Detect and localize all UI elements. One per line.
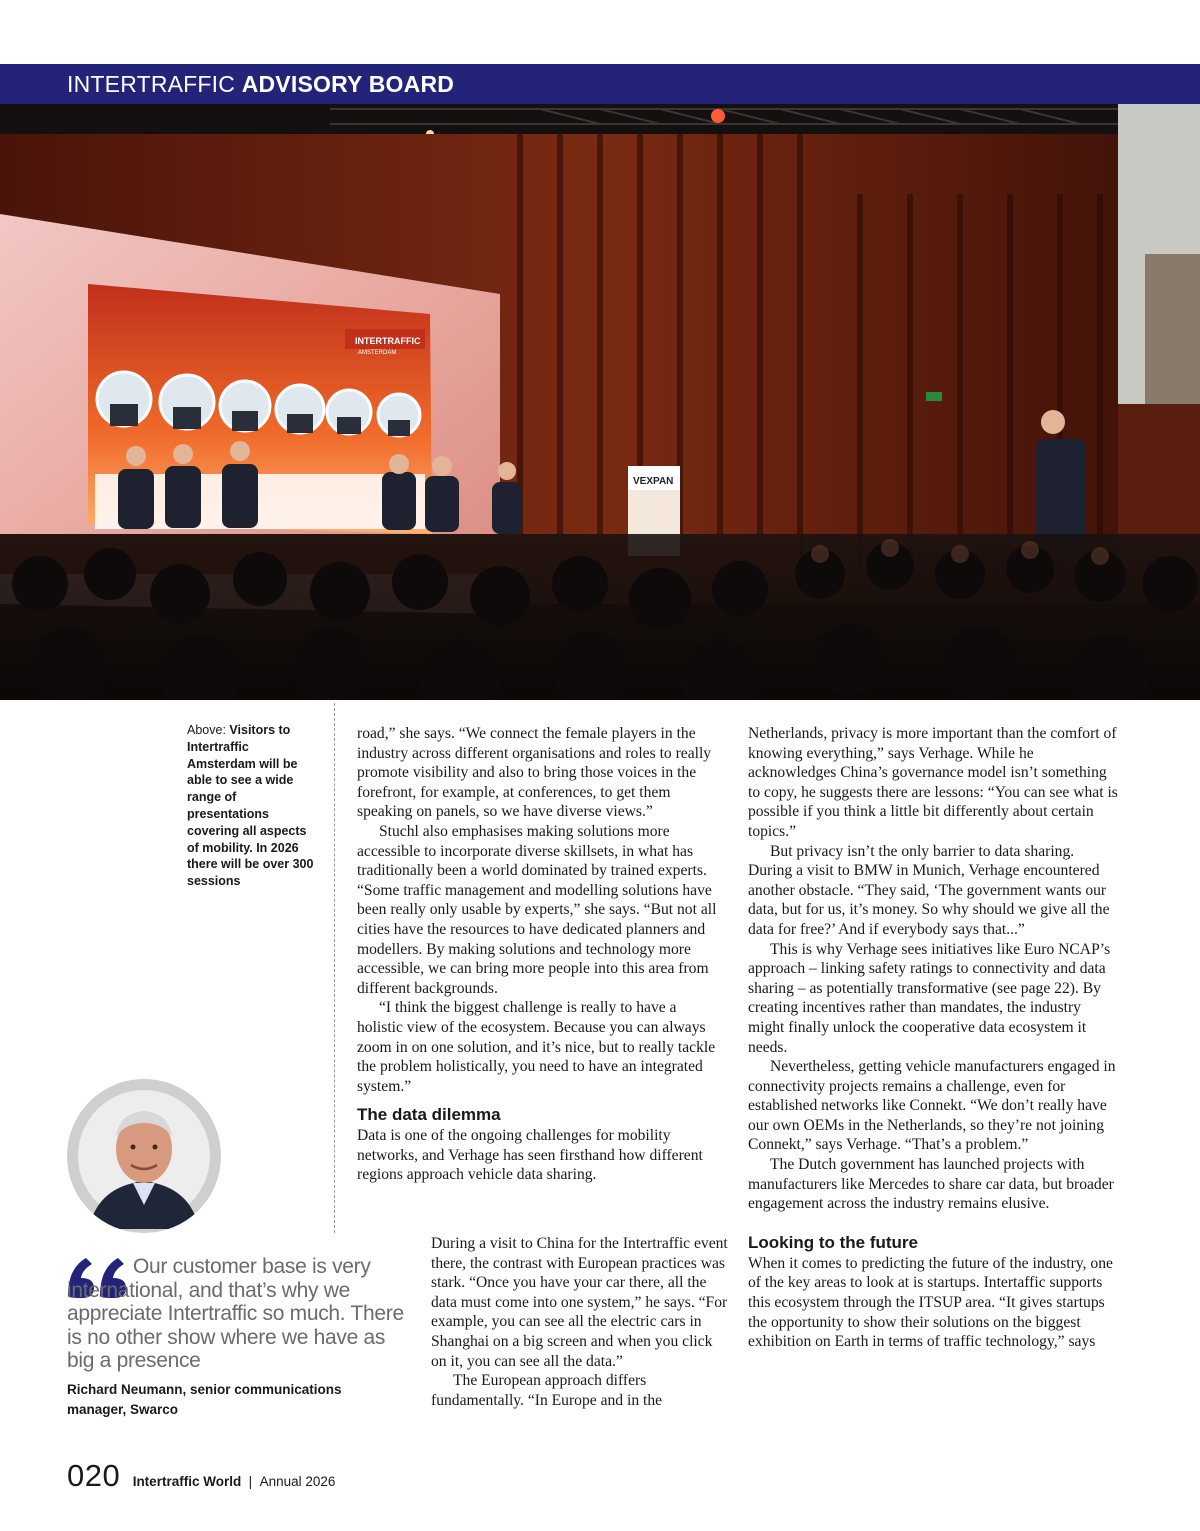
footer-separator: | (248, 1474, 253, 1489)
pull-quote-attribution: Richard Neumann, senior communications manager, Swarco (67, 1382, 342, 1417)
page-number: 020 (67, 1458, 121, 1493)
speaker-portrait (67, 1079, 221, 1233)
section-banner (0, 64, 1200, 104)
paragraph: The Dutch government has launched projects with manufacturers like Mercedes to share car data, but broader engagement across the industry remains elusive. (748, 1156, 1114, 1213)
paragraph: “I think the biggest challenge is really to have a holistic view of the ecosystem. Because you can always zoom in on one solution, and it’s nice, but to really tackle the problem holistically, you need to have an integrated system.” (357, 999, 716, 1095)
section-label-bold: ADVISORY BOARD (241, 71, 455, 97)
screen-brand-sub: AMSTERDAM (358, 350, 397, 356)
paragraph: Nevertheless, getting vehicle manufacturers engaged in connectivity projects remains a challenge, even for established networks like Connekt. “We don’t really have our own OEMs in the Netherlands, so they’re not joining Connekt,” says Verhage. “That’s a problem.” (748, 1058, 1116, 1154)
paragraph: This is why Verhage sees initiatives like Euro NCAP’s approach – linking safety ratings to connectivity and data sharing – as potentially transformative (see page 22). By creating incentives rather than mandates, the industry might finally unlock the cooperative data ecosystem it needs. (748, 940, 1111, 1056)
article-column-2 (748, 724, 1120, 1352)
pull-quote-text: international, and that’s why we appreciate Intertraffic so much. There is no other show where we have as big a presence (67, 1278, 404, 1372)
paragraph: Netherlands, privacy is more important than the comfort of knowing everything,” says Verhage. While he acknowledges China’s governance model isn’t something to copy, he suggests there are lessons: “You can see what is possible if you think a little bit differently about certain topics.” (748, 725, 1118, 840)
magazine-name: Intertraffic World (132, 1474, 242, 1489)
paragraph: The European approach differs fundamentally. “In Europe and in the (431, 1372, 663, 1409)
issue-label: Annual 2026 (259, 1474, 336, 1489)
paragraph: road,” she says. “We connect the female players in the industry across different organisations and roles to really promote visibility and also to bring those voices in the forefront, for example, at conferences, to get them speaking on panels, so we have diverse views.” (357, 725, 712, 821)
paragraph: During a visit to China for the Intertraffic event there, the contrast with European practices was stark. “Once you have your car there, all the data must come into one system,” he says. “For example, you can see all the electric cars in Shanghai on a big screen and when you click on it, you can see all the data.” (431, 1235, 728, 1370)
column-divider (334, 703, 335, 1233)
paragraph: Stuchl also emphasises making solutions more accessible to incorporate diverse skillsets, in what has traditionally been a world dominated by trained experts. “Some traffic management and modelling solutions have been really only usable by experts,” she says. “But not all cities have the resources to have dedicated planners and modellers. By making solutions and technology more accessible, we can bring more people into this area from different backgrounds. (357, 822, 717, 997)
paragraph: But privacy isn’t the only barrier to data sharing. During a visit to BMW in Munich, Verhage encountered another obstacle. “They said, ‘The government wants our data, but for us, it’s money. So why should we give all the data for free?’ And if everybody says that...” (748, 842, 1110, 938)
caption-text: Visitors to Intertraffic Amsterdam will be able to see a wide range of presentations covering all aspects of mobility. In 2026 there will be over 300 sessions (187, 723, 314, 889)
article-column-1-continued (431, 1234, 731, 1410)
page-footer (67, 1456, 335, 1496)
section-label-light: INTERTRAFFIC (67, 71, 236, 97)
subheading-looking-future: Looking to the future (748, 1232, 918, 1252)
caption-lead: Above: (187, 723, 226, 737)
stand-sign: VEXPAN (633, 476, 674, 487)
screen-brand: INTERTRAFFIC (355, 336, 421, 346)
paragraph: When it comes to predicting the future of the industry, one of the key areas to look at is startups. Intertaffic supports this ecosystem through the ITSUP area. “It gives startups the opportunity to show their solutions on the biggest exhibition on Earth in terms of traffic technology,” says (748, 1254, 1113, 1351)
photo-caption (187, 722, 317, 890)
conference-photo (0, 104, 1200, 700)
article-column-1 (357, 724, 721, 1185)
pull-quote (67, 1255, 407, 1373)
paragraph: Data is one of the ongoing challenges for mobility networks, and Verhage has seen firsthand how different regions approach vehicle data sharing. (357, 1127, 703, 1184)
subheading-data-dilemma: The data dilemma (357, 1105, 501, 1125)
pull-quote-first-line: Our customer base is very (133, 1255, 371, 1278)
